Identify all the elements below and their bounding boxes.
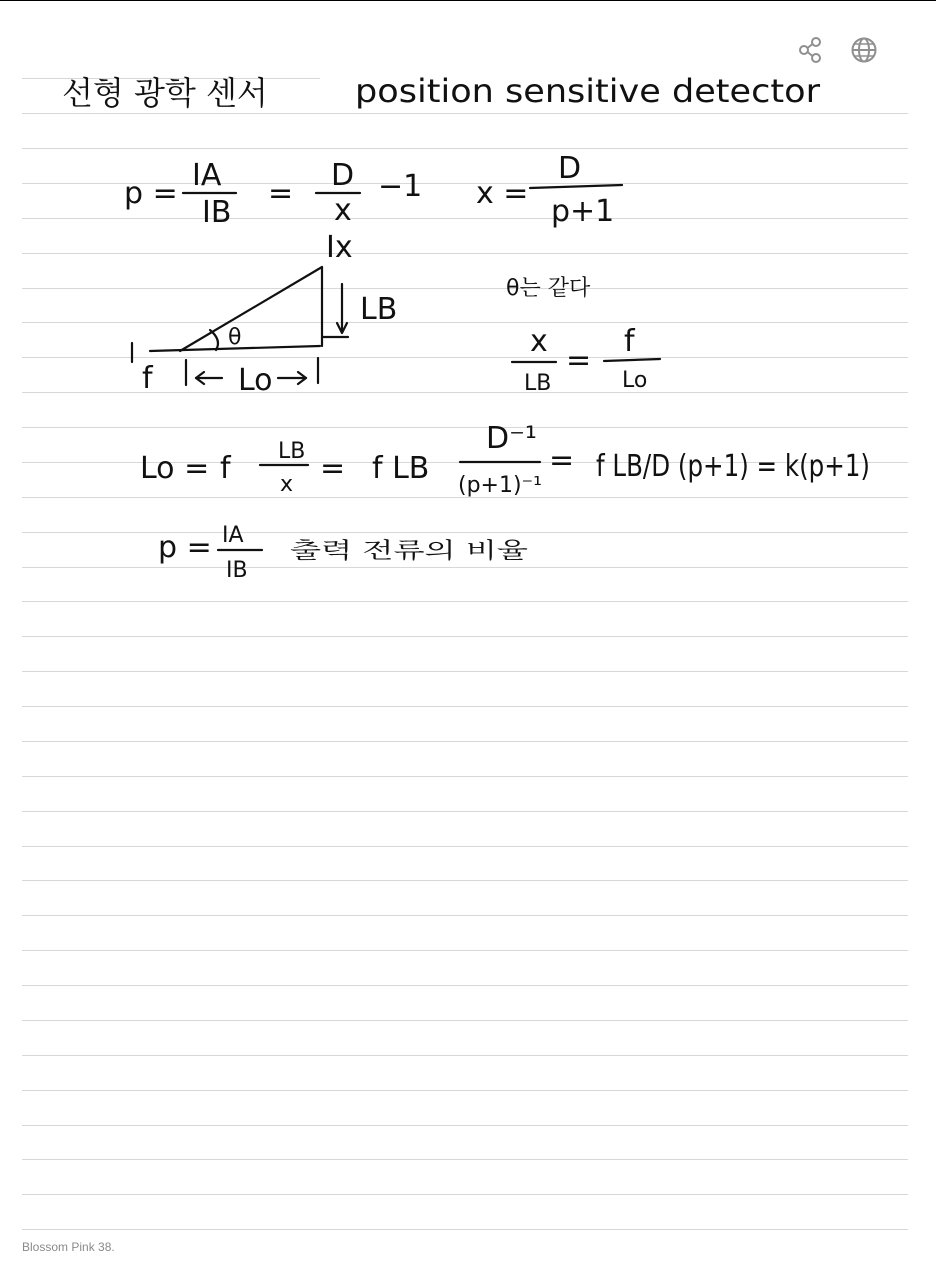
fraction-bar bbox=[530, 185, 622, 188]
footer-label: Blossom Pink 38. bbox=[22, 1240, 115, 1254]
eq3-num2: D⁻¹ bbox=[486, 421, 537, 456]
eq3-den2: (p+1)⁻¹ bbox=[458, 473, 542, 498]
label-ix: Ix bbox=[326, 230, 353, 265]
eq2-x: x = bbox=[476, 176, 529, 211]
ratio-equals: = bbox=[566, 343, 592, 378]
eq1-equals: = bbox=[268, 176, 294, 211]
eq1-num: IA bbox=[192, 158, 222, 193]
eq3-f: f bbox=[220, 451, 231, 486]
ratio-num1: x bbox=[530, 324, 548, 359]
eq3-lo: Lo = bbox=[140, 451, 210, 486]
label-f: f bbox=[142, 361, 153, 396]
eq1-den2: x bbox=[334, 193, 352, 228]
ratio-den1: LB bbox=[524, 371, 552, 396]
eq2-num: D bbox=[558, 151, 582, 186]
eq3-flb: f LB bbox=[372, 451, 430, 486]
triangle-hypotenuse bbox=[180, 267, 322, 351]
ratio-den2: Lo bbox=[622, 368, 648, 393]
title-english: position sensitive detector bbox=[355, 72, 821, 110]
eq3-equals2: = bbox=[549, 443, 575, 478]
eq3-num: LB bbox=[278, 439, 306, 464]
eq3-den: x bbox=[280, 472, 294, 497]
eq4-den: IB bbox=[226, 558, 248, 583]
title-korean: 선형 광학 센서 bbox=[62, 74, 268, 112]
eq1-minus-one: −1 bbox=[378, 169, 423, 204]
triangle-diagram bbox=[132, 230, 397, 398]
eq4-p: p = bbox=[158, 530, 212, 565]
label-lo: Lo bbox=[238, 363, 273, 398]
theta-note: θ는 같다 bbox=[506, 276, 591, 301]
eq3-equals1: = bbox=[320, 451, 346, 486]
label-lb: LB bbox=[360, 292, 398, 327]
eq1-den: IB bbox=[202, 195, 232, 230]
label-theta: θ bbox=[228, 325, 242, 350]
eq2-den: p+1 bbox=[551, 194, 615, 229]
fraction-bar bbox=[604, 359, 660, 361]
eq1-num2: D bbox=[331, 158, 355, 193]
eq4-text: 출력 전류의 비율 bbox=[290, 539, 528, 564]
ratio-num2: f bbox=[624, 324, 635, 359]
eq4-num: IA bbox=[222, 523, 244, 548]
eq1-p: p = bbox=[124, 176, 178, 211]
eq3-rhs: f LB/D (p+1) = k(p+1) bbox=[596, 449, 870, 484]
